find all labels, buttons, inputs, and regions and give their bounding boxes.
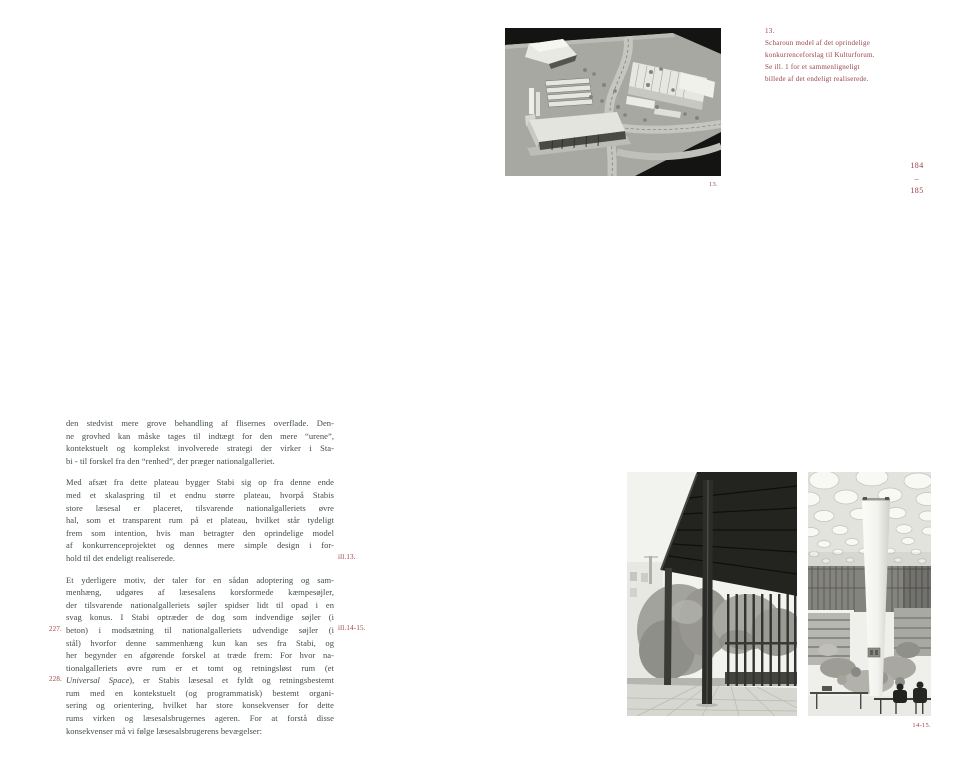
text-line: rums virken og læsesalsbrugernes ageren. For at forstå disse (66, 713, 334, 724)
text-line: frem som intention, hvis man betragter den oprindelige model (66, 527, 334, 538)
text-line: Et yderligere motiv, der taler for en sådan adoptering og sam- (66, 574, 334, 585)
caption-number: 13. (765, 27, 775, 35)
page-numbers (892, 160, 942, 198)
paragraph (66, 476, 334, 564)
text-line: svag konus. I Stabi optræder de dog som indvendige søjler (i (66, 612, 334, 623)
page-number-right: 185 (910, 186, 924, 195)
text-line: kontekstuelt og komplekst involverede strategi der virker i Sta- (66, 443, 334, 454)
model-photo-graphic (505, 28, 721, 176)
text-line: her begynder en afgørende forskel at træde frem: For hvor na- (66, 650, 334, 661)
exterior-photo-graphic (627, 472, 797, 716)
text-line: ne grovhed kan måske tages til indtægt for den mere “urene”, (66, 430, 334, 441)
stabi-reading-room-photo (808, 472, 931, 716)
text-line: hal, som et transparent rum på et plateau, hvilket står tydeligt (66, 515, 334, 526)
figure-label-14-15: 14-15. (912, 722, 931, 729)
text-line: rum med en kontekstuelt (og programmatisk) bestemt organi- (66, 687, 334, 698)
text-line: tionalgalleriets øvre rum er et tomt og retningsløst rum (et (66, 662, 334, 673)
caption-line: konkurrenceforslag til Kulturforum. (765, 51, 875, 59)
text-line: beton) i modsætning til nationalgalleriets udvendige søjler (i (66, 624, 334, 635)
text-line-italic-start (66, 674, 334, 687)
illustration-ref: ill.14-15. (338, 624, 366, 632)
nationalgalerie-exterior-photo (627, 472, 797, 716)
figure-label-13: 13. (708, 181, 718, 188)
italic-term: Universal Space (66, 675, 130, 686)
text-line: med et skalaspring til et endnu større plateau, hvorpå Stabis (66, 489, 334, 500)
text-line: stål) hvorfor denne sammenhæng kun kan ses fra Stabi, og (66, 637, 334, 648)
text-fragment: ), er Stabis læsesal et fyldt og retningsbestemt (129, 675, 334, 686)
text-line: store læsesal er placeret, tilsvarende nationalgalleriets øvre (66, 502, 334, 513)
paragraph (66, 574, 334, 738)
margin-note-228: 228. (48, 675, 62, 683)
text-line: bi - til forskel fra den “renhed”, der præger nationalgalleriet. (66, 455, 275, 466)
text-line: hold til det endeligt realiserede. (66, 552, 176, 563)
paragraph (66, 417, 334, 467)
text-line: konsekvenser må vi følge læsesalsbrugerens bevægelser: (66, 725, 263, 736)
interior-photo-graphic (808, 472, 931, 716)
scharoun-model-photo (505, 28, 721, 176)
caption-line: billede af det endeligt realiserede. (765, 75, 869, 83)
page-number-left: 184 (910, 161, 924, 170)
caption-line: Se ill. 1 for et sammenligneligt (765, 63, 860, 71)
illustration-ref: ill.13. (338, 553, 356, 561)
text-line: der tilsvarende nationalgalleriets søjler spidser lidt til opad i en (66, 599, 334, 610)
text-line: Med afsæt fra dette plateau bygger Stabi sig op fra denne ende (66, 477, 334, 488)
caption-line: Scharoun model af det oprindelige (765, 39, 871, 47)
text-line: menhæng, udgøres af læsesalens korsformede kæmpesøjler, (66, 587, 334, 598)
text-line: sering og orientering, hvilket har store konsekvenser for dette (66, 700, 334, 711)
text-line: af konkurrenceprojektet og dennes mere simple design i for- (66, 540, 334, 551)
text-line: den stedvist mere grove behandling af flisernes overflade. Den- (66, 418, 334, 428)
body-text-column (66, 417, 334, 746)
margin-note-227: 227. (48, 625, 62, 633)
page-number-divider: – (914, 173, 920, 183)
photo-caption-block (765, 25, 915, 85)
